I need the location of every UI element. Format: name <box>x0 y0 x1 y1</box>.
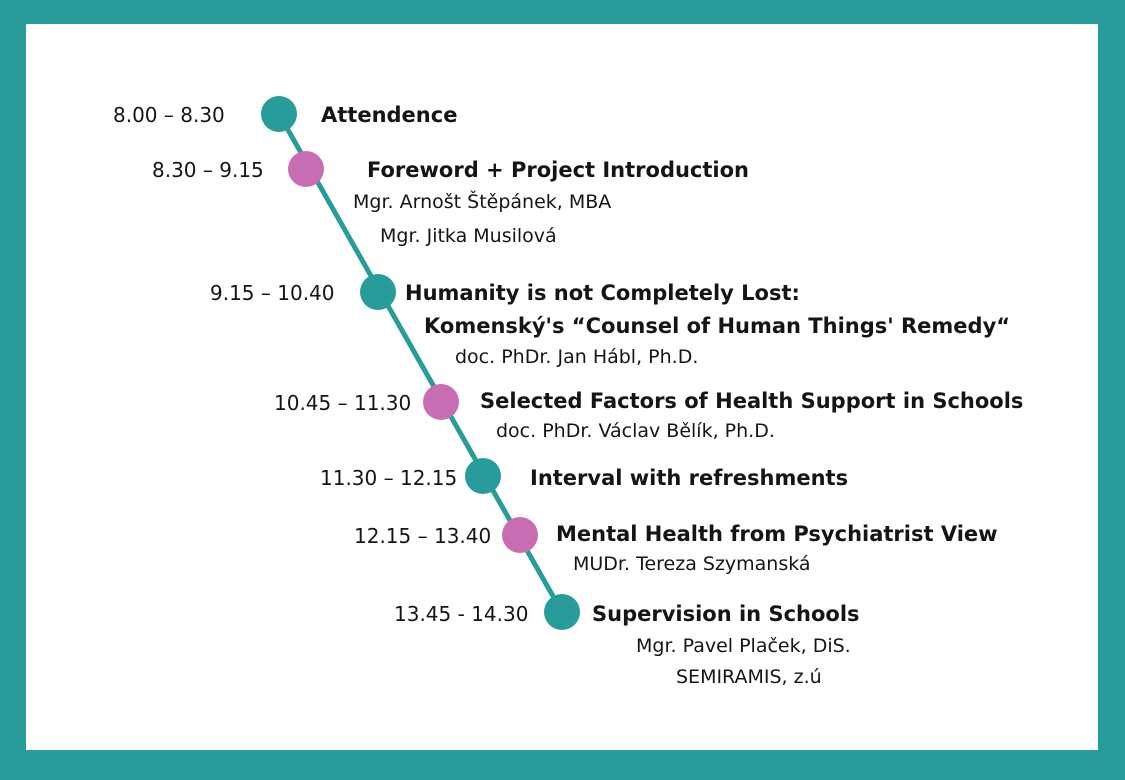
timeline-dot-5 <box>465 458 501 494</box>
timeline-dot-1 <box>261 96 297 132</box>
event-time: 12.15 – 13.40 <box>354 524 492 548</box>
event-title: Interval with refreshments <box>530 466 849 490</box>
event-speaker: MUDr. Tereza Szymanská <box>573 553 811 575</box>
event-speaker: doc. PhDr. Václav Bělík, Ph.D. <box>496 420 775 442</box>
event-title: Supervision in Schools <box>592 602 860 626</box>
event-time: 13.45 - 14.30 <box>394 602 529 626</box>
event-time: 9.15 – 10.40 <box>210 281 335 305</box>
timeline-dot-4 <box>423 384 459 420</box>
event-title: Humanity is not Completely Lost: <box>405 281 800 305</box>
event-time: 10.45 – 11.30 <box>274 391 412 415</box>
event-speaker: Mgr. Jitka Musilová <box>380 225 557 247</box>
timeline-dot-6 <box>502 517 538 553</box>
event-speaker: Mgr. Arnošt Štěpánek, MBA <box>353 191 612 213</box>
event-time: 11.30 – 12.15 <box>320 466 458 490</box>
timeline-dot-2 <box>288 151 324 187</box>
event-speaker: doc. PhDr. Jan Hábl, Ph.D. <box>455 346 699 368</box>
event-title: Foreword + Project Introduction <box>367 158 749 182</box>
event-time: 8.30 – 9.15 <box>152 158 264 182</box>
timeline-dot-7 <box>544 594 580 630</box>
event-title-line2: Komenský's “Counsel of Human Things' Remedy“ <box>424 314 1011 338</box>
event-title: Attendence <box>321 103 458 127</box>
event-title: Mental Health from Psychiatrist View <box>556 522 998 546</box>
event-title: Selected Factors of Health Support in Schools <box>480 389 1024 413</box>
event-speaker: Mgr. Pavel Plaček, DiS. <box>636 635 851 657</box>
event-speaker: SEMIRAMIS, z.ú <box>676 666 822 688</box>
timeline-dot-3 <box>360 274 396 310</box>
event-time: 8.00 – 8.30 <box>113 103 225 127</box>
